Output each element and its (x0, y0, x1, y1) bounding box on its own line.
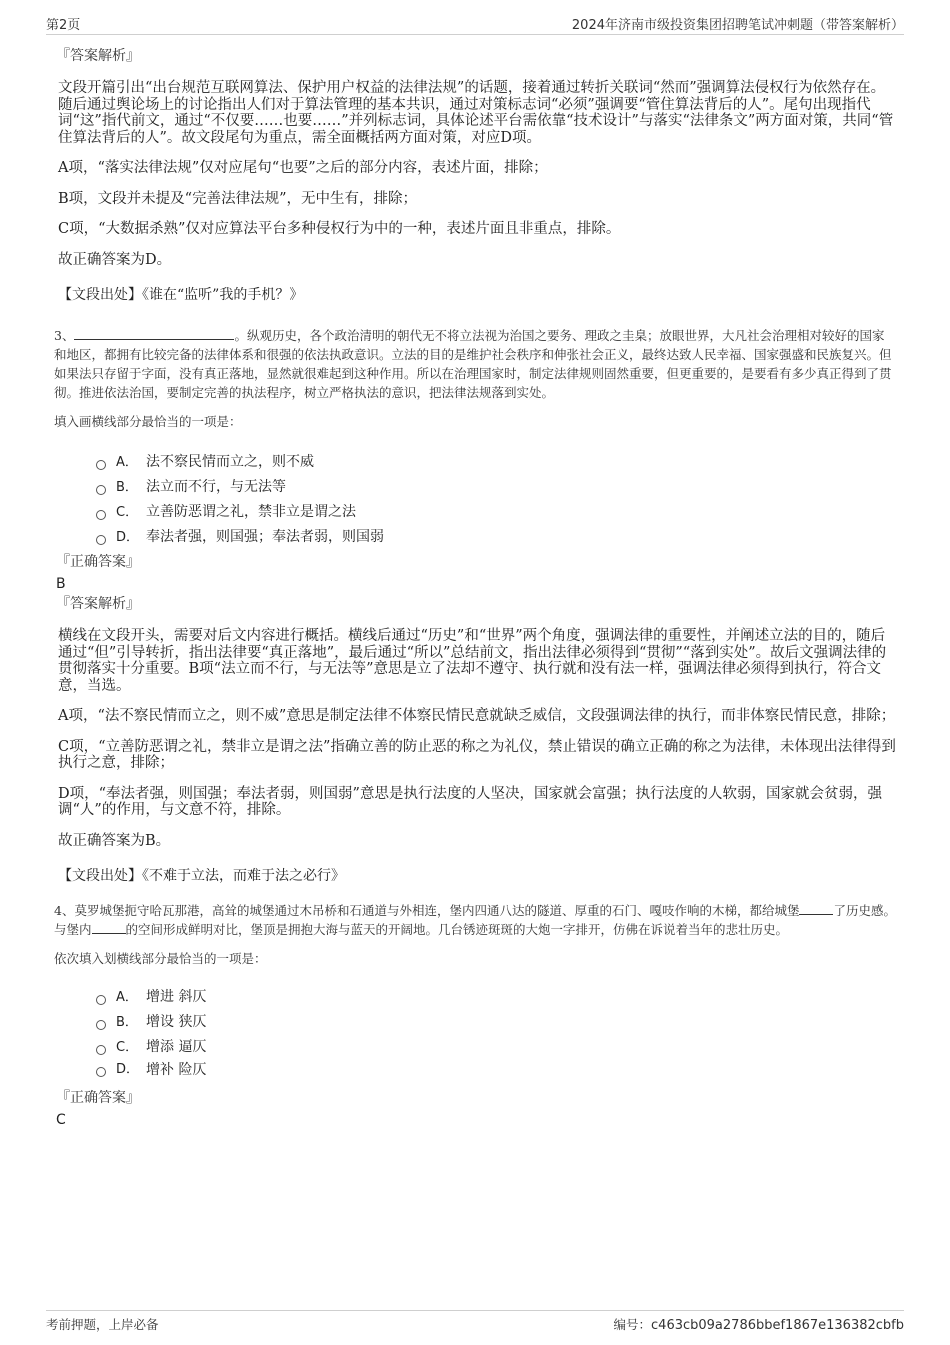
question-number: 3、 (54, 328, 75, 343)
option-b[interactable] (96, 475, 896, 500)
radio-icon[interactable] (96, 535, 106, 545)
analysis-conclusion: 故正确答案为D。 (58, 251, 172, 268)
radio-icon[interactable] (96, 1020, 106, 1030)
question-prompt: 依次填入划横线部分最恰当的一项是： (54, 951, 267, 966)
radio-icon[interactable] (96, 485, 106, 495)
radio-icon[interactable] (96, 995, 106, 1005)
option-text: 增添 逼仄 (146, 1039, 207, 1055)
radio-icon[interactable] (96, 460, 106, 470)
passage-source: 【文段出处】《不难于立法，而难于法之必行》 (58, 868, 345, 884)
correct-answer: C (56, 1112, 66, 1128)
passage-source: 【文段出处】《谁在“监听”我的手机？》 (58, 287, 304, 303)
option-key: B． (116, 480, 138, 495)
option-c[interactable] (96, 1035, 896, 1060)
option-key: A． (116, 455, 138, 470)
question-text: 4、莫罗城堡扼守哈瓦那港，高耸的城堡通过木吊桥和石通道与外相连，堡内四通八达的隧道、厚重的石门、嘎吱作响的木梯，都给城堡 (54, 903, 800, 918)
option-b[interactable] (96, 1010, 896, 1035)
analysis-label: 『答案解析』 (56, 596, 140, 612)
radio-icon[interactable] (96, 510, 106, 520)
analysis-label: 『答案解析』 (56, 48, 140, 64)
analysis-option-a: A项，“落实法律法规”仅对应尾句“也要”之后的部分内容，表述片面，排除； (58, 160, 548, 176)
radio-icon[interactable] (96, 1067, 106, 1077)
option-d[interactable] (96, 1060, 896, 1080)
option-a[interactable] (96, 985, 896, 1010)
option-key: D． (116, 530, 140, 545)
option-text: 奉法者强，则国强；奉法者弱，则国弱 (146, 529, 384, 545)
page-footer (46, 1310, 904, 1333)
option-key: D． (116, 1062, 140, 1077)
fill-blank (799, 902, 833, 915)
page-header (46, 14, 904, 35)
analysis-option-b: B项，文段并未提及“完善法律法规”，无中生有，排除； (58, 190, 417, 207)
answer-label: 『正确答案』 (56, 554, 140, 570)
document-title: 2024年济南市级投资集团招聘笔试冲刺题（带答案解析） (571, 18, 904, 33)
page-number: 第2页 (46, 18, 81, 33)
option-text: 立善防恶谓之礼，禁非立是谓之法 (146, 504, 356, 520)
footer-slogan: 考前押题，上岸必备 (46, 1317, 159, 1332)
fill-blank (74, 327, 234, 340)
analysis-option-d: D项，“奉法者强，则国强；奉法者弱，则国弱”意思是执行法度的人坚决，国家就会富强；执行法度的人软弱，国家就会贫弱，强调“人”的作用，与文意不符，排除。 (58, 785, 882, 818)
analysis-option-c: C项，“立善防恶谓之礼，禁非立是谓之法”指确立善的防止恶的称之为礼仪，禁止错误的确立正确的称之为法律，未体现出法律得到执行之意，排除； (58, 738, 896, 771)
code-label: 编号： (613, 1317, 652, 1332)
correct-answer: B (56, 576, 66, 592)
code-value: c463cb09a2786bbef1867e136382cbfb (651, 1318, 904, 1333)
option-key: B． (116, 1015, 138, 1030)
question-text: 的空间形成鲜明对比，堡顶是拥抱大海与蓝天的开阔地。几台锈迹斑斑的大炮一字排开，仿佛在诉说着当年的悲壮历史。 (125, 922, 789, 937)
option-text: 法不察民情而立之，则不威 (146, 454, 314, 470)
option-d[interactable] (96, 525, 896, 550)
question-3-stem (54, 326, 896, 402)
document-code (614, 1315, 904, 1333)
question-text: 了历史感。与堡内 (54, 903, 896, 937)
radio-icon[interactable] (96, 1045, 106, 1055)
answer-label: 『正确答案』 (56, 1090, 140, 1106)
question-4-stem (54, 901, 896, 939)
option-key: A． (116, 990, 138, 1005)
question-text: 。纵观历史，各个政治清明的朝代无不将立法视为治国之要务、理政之圭臬；放眼世界，大凡社会治理相对较好的国家和地区，都拥有比较完备的法律体系和很强的依法执政意识。立法的目的是维护社会秩序和伸张社会正义，最终达致人民幸福、国家强盛和民族复兴。但如果法只存留于字面，没有真正落地，显然就很难起到这种作用。所以在治理国家时，制定法律规则固然重要，但更重要的，是要看有多少真正得到了贯彻。推进依法治国，要制定完善的执法程序，树立严格执法的意识，把法律法规落到实处。 (54, 328, 892, 400)
option-text: 增进 斜仄 (146, 989, 207, 1005)
option-key: C． (116, 1040, 139, 1055)
question-3-options (96, 450, 896, 550)
analysis-option-c: C项，“大数据杀熟”仅对应算法平台多种侵权行为中的一种，表述片面且非重点，排除。 (58, 221, 621, 237)
option-text: 增补 险仄 (146, 1062, 207, 1078)
page-content (56, 46, 896, 1130)
option-text: 法立而不行，与无法等 (146, 479, 286, 495)
fill-blank (92, 921, 126, 934)
question-4-options (96, 985, 896, 1080)
analysis-option-a: A项，“法不察民情而立之，则不威”意思是制定法律不体察民情民意就缺乏威信，文段强调法律的执行，而非体察民情民意，排除； (58, 708, 896, 724)
option-a[interactable] (96, 450, 896, 475)
analysis-conclusion: 故正确答案为B。 (58, 832, 171, 849)
option-text: 增设 狭仄 (146, 1014, 207, 1030)
option-c[interactable] (96, 500, 896, 525)
analysis-paragraph: 文段开篇引出“出台规范互联网算法、保护用户权益的法律法规”的话题，接着通过转折关联词“然而”强调算法侵权行为依然存在。随后通过舆论场上的讨论指出人们对于算法管理的基本共识，通过对策标志词“必须”强调要“管住算法背后的人”。尾句出现指代词“这”指代前文，通过“不仅要……也要……”并列标志词，具体论述平台需依靠“技术设计”与落实“法律条文”两方面对策，共同“管住算法背后的人”。故文段尾句为重点，需全面概括两方面对策，对应D项。 (58, 80, 894, 146)
question-prompt: 填入画横线部分最恰当的一项是： (54, 414, 242, 429)
analysis-paragraph: 横线在文段开头，需要对后文内容进行概括。横线后通过“历史”和“世界”两个角度，强调法律的重要性，并阐述立法的目的，随后通过“但”引导转折，指出法律要“真正落地”，最后通过“所以”总结前文，指出法律必须得到“贯彻”“落到实处”。故后文强调法律的贯彻落实十分重要。B项“法立而不行，与无法等”意思是立了法却不遵守、执行就和没有法一样，强调法律必须得到执行，符合文意，当选。 (58, 628, 887, 694)
option-key: C． (116, 505, 139, 520)
